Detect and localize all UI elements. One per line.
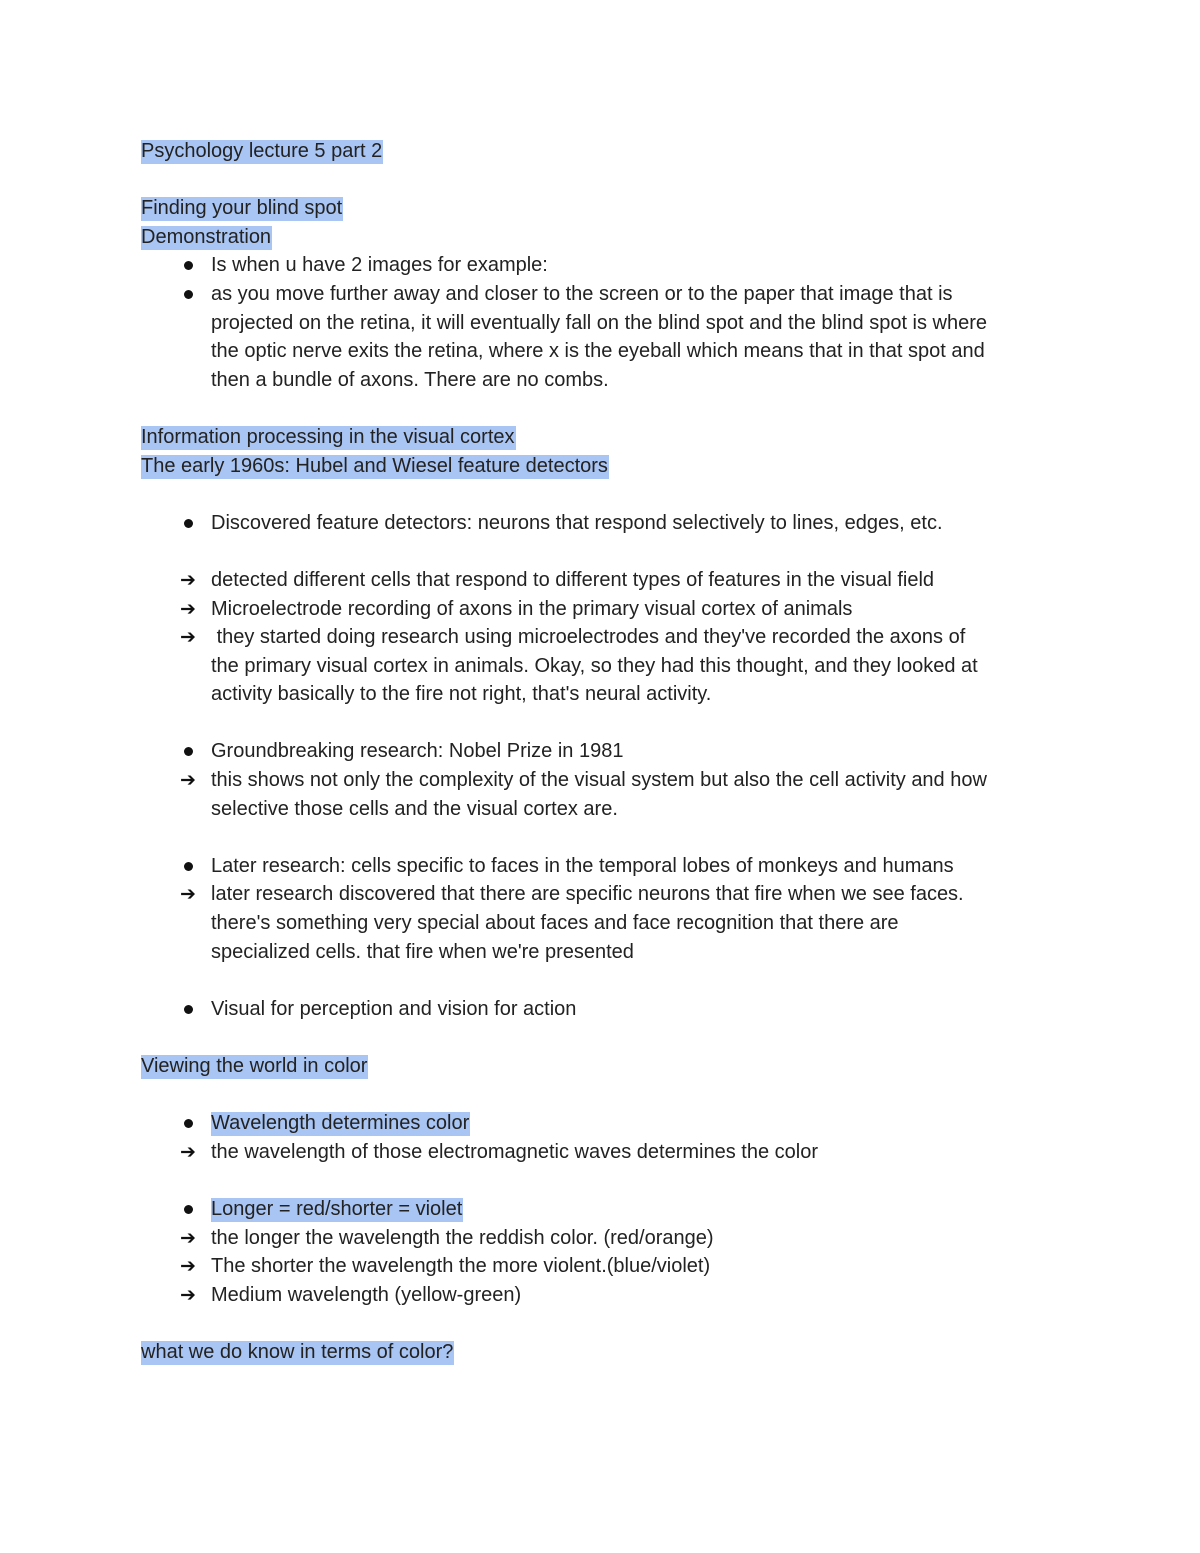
list-item — [141, 880, 991, 966]
list-item-text: detected different cells that respond to different types of features in the visual field — [211, 568, 935, 591]
arrow-list — [141, 566, 991, 709]
list-item — [141, 595, 991, 624]
section-subheading: The early 1960s: Hubel and Wiesel feature detectors — [141, 454, 608, 477]
list-item-text: Is when u have 2 images for example: — [211, 254, 548, 277]
bullet-list — [141, 737, 991, 823]
list-item-text: Medium wavelength (yellow-green) — [211, 1283, 522, 1306]
list-item — [141, 623, 991, 709]
heading-line — [141, 1052, 1061, 1081]
list-item-text: Microelectrode recording of axons in the primary visual cortex of animals — [211, 597, 853, 620]
bullet-icon — [184, 862, 193, 871]
list-item-text: Longer = red/shorter = violet — [211, 1197, 463, 1220]
list-item-text: as you move further away and closer to the screen or to the paper that image that is projected on the retina, it will eventually fall on the blind spot and the blind spot is where the optic nerve exits the retina, where x is the eyeball which means that in that spot and then a bundle of axons. There are no combs. — [211, 282, 988, 391]
bullet-list — [141, 251, 991, 394]
list-item — [141, 566, 991, 595]
list-item-text: Discovered feature detectors: neurons that respond selectively to lines, edges, etc. — [211, 511, 943, 534]
heading-line — [141, 1338, 1061, 1367]
bullet-icon — [184, 519, 193, 528]
arrow-right-icon: ➔ — [180, 1283, 196, 1306]
section-heading: Information processing in the visual cortex — [141, 425, 515, 448]
list-item — [141, 1195, 991, 1224]
section-heading: Finding your blind spot — [141, 197, 343, 220]
bullet-list — [141, 995, 991, 1024]
list-item — [141, 1138, 991, 1167]
bullet-list — [141, 1195, 991, 1309]
list-item — [141, 251, 991, 280]
list-item — [141, 1224, 991, 1253]
list-item — [141, 1109, 991, 1138]
arrow-right-icon: ➔ — [180, 1226, 196, 1249]
arrow-right-icon: ➔ — [180, 597, 196, 620]
section-heading: what we do know in terms of color? — [141, 1340, 454, 1363]
bullet-icon — [184, 290, 193, 299]
section-heading: Viewing the world in color — [141, 1055, 368, 1077]
arrow-right-icon: ➔ — [180, 626, 196, 649]
document-title: Psychology lecture 5 part 2 — [141, 140, 383, 162]
list-item-text: the longer the wavelength the reddish color. (red/orange) — [211, 1226, 714, 1249]
arrow-right-icon: ➔ — [180, 568, 196, 591]
bullet-icon — [184, 1005, 193, 1014]
heading-line — [141, 194, 1061, 223]
list-item-text: Groundbreaking research: Nobel Prize in 1981 — [211, 740, 624, 763]
list-item-text: they started doing research using microelectrodes and they've recorded the axons of the primary visual cortex in animals. Okay, so they had this thought, and they looked at activity basically to the fire not right, that's neural activity. — [211, 626, 984, 706]
list-item — [141, 995, 991, 1024]
arrow-right-icon: ➔ — [180, 1255, 196, 1278]
title-line — [141, 137, 1061, 166]
list-item-text: the wavelength of those electromagnetic waves determines the color — [211, 1140, 819, 1163]
arrow-right-icon: ➔ — [180, 883, 196, 906]
list-item-text: this shows not only the complexity of the visual system but also the cell activity and how selective those cells and the visual cortex are. — [211, 769, 987, 820]
list-item — [141, 766, 991, 823]
heading-line — [141, 423, 1061, 452]
arrow-right-icon: ➔ — [180, 769, 196, 792]
list-item-text: The shorter the wavelength the more violent.(blue/violet) — [211, 1255, 711, 1278]
list-item — [141, 852, 991, 881]
list-item — [141, 1252, 991, 1281]
bullet-icon — [184, 1119, 193, 1128]
document-page — [141, 137, 1061, 1367]
list-item — [141, 280, 991, 394]
list-item-text: Visual for perception and vision for action — [211, 997, 577, 1020]
subheading-line — [141, 452, 1061, 481]
section-subheading: Demonstration — [141, 225, 272, 248]
list-item — [141, 737, 991, 766]
bullet-list — [141, 1109, 991, 1166]
list-item-text: Later research: cells specific to faces in the temporal lobes of monkeys and humans — [211, 854, 954, 877]
bullet-list — [141, 509, 991, 538]
subheading-line — [141, 223, 1061, 252]
bullet-icon — [184, 261, 193, 270]
bullet-icon — [184, 1205, 193, 1214]
list-item — [141, 509, 991, 538]
bullet-list — [141, 852, 991, 966]
arrow-right-icon: ➔ — [180, 1140, 196, 1163]
list-item-text: later research discovered that there are specific neurons that fire when we see faces. there's something very special about faces and face recognition that there are specialized cells. that fire when we're presented — [211, 883, 964, 963]
list-item-text: Wavelength determines color — [211, 1112, 470, 1135]
bullet-icon — [184, 747, 193, 756]
list-item — [141, 1281, 991, 1310]
